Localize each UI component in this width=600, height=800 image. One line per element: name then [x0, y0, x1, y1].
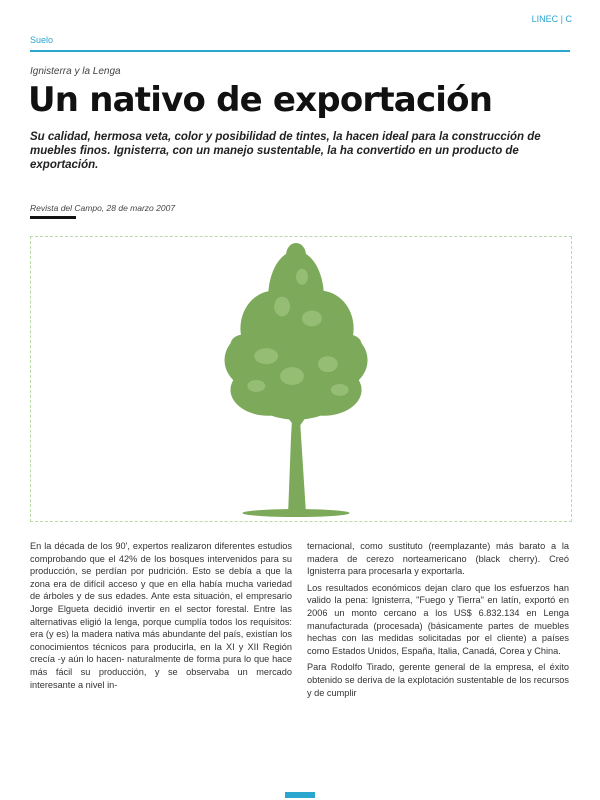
- page-number-bar: [285, 792, 315, 798]
- body-paragraph: Para Rodolfo Tirado, gerente general de la empresa, el éxito obtenido se deriva de la explotación sustentable de los recursos y de cumplir: [307, 662, 569, 698]
- section-tag: Suelo: [30, 35, 54, 45]
- body-paragraph: Los resultados económicos dejan claro que los esfuerzos han valido la pena: Ignisterra, "Fuego y Tierra" en latín, exportó en 2006 un monto cercano a los US$ 6.832.134 en Lenga manufacturada (procesada) (básicamente partes de muebles hechas con las medidas solicitadas por el cliente) a países como Estados Unidos, España, Italia, Canadá, Corea y China.: [307, 582, 569, 656]
- page-tag: LINEC | C: [531, 14, 572, 24]
- source-underline: [30, 216, 76, 219]
- article-title: Un nativo de exportación: [28, 80, 493, 120]
- body-paragraph: ternacional, como sustituto (reemplazante) más barato a la madera de cerezo norteamericano (black cherry). Creó Ignisterra para procesarla y exportarla.: [307, 541, 569, 577]
- header-divider: [30, 50, 570, 52]
- article-source: Revista del Campo, 28 de marzo 2007: [30, 203, 176, 213]
- article-body-right-column: [307, 540, 569, 703]
- article-body-left-column: [30, 540, 292, 695]
- article-image: [30, 236, 572, 522]
- article-lede: Su calidad, hermosa veta, color y posibilidad de tintes, la hacen ideal para la construcción de muebles finos. Ignisterra, con un manejo sustentable, la ha convertido en un producto de exportación.: [30, 131, 541, 171]
- body-paragraph: En la década de los 90', expertos realizaron diferentes estudios comprobando que el 42% de los bosques intervenidos para su producción, se perdían por pudrición. Esto se debía a que la zona era de difícil acceso y que en ella había mucha variedad de árboles y de sus edades. Ante esta situación, el empresario Jorge Elgueta decidió invertir en el sector forestal. Entre las alternativas eligió la lenga, porque cumplía todos los requisitos: era (y es) la madera nativa más abundante del país, existían los conocimientos técnicos para producirla, en la XI y XII Región crecía -y aún lo hacen- naturalmente de forma pura lo que hace más fácil su producción, y se observaba un mercado interesante a nivel in-: [30, 541, 292, 690]
- article-kicker: Ignisterra y la Lenga: [30, 66, 121, 77]
- tree-icon: [31, 237, 571, 521]
